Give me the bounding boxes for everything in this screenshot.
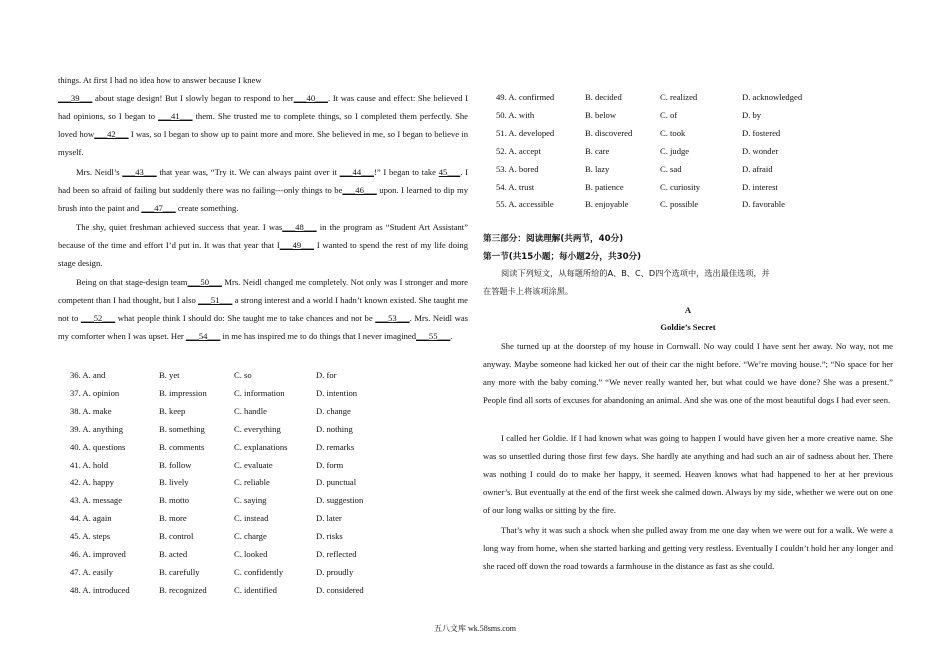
option-choice: 37. A. opinion <box>70 387 120 398</box>
option-choice: B. acted <box>159 549 188 559</box>
blank-51: ___51___ <box>198 295 233 305</box>
passage-text: create something. <box>175 203 239 213</box>
option-row <box>58 473 468 491</box>
option-row <box>483 88 893 106</box>
story-paragraph-3: That’s why it was such a shock when she pulled away from me one day when we were out for a walk. We were a long way from home, when she started barking and getting very restless. Eventually I couldn’t hold her any longer and she raced off down the road towards a farmhouse in the distance as fast as she could. <box>483 525 893 571</box>
blank-44: ___44___ <box>339 167 374 177</box>
blank-55: ___55___ <box>416 331 451 341</box>
option-choice: D. favorable <box>742 199 785 210</box>
option-choice: C. everything <box>234 423 281 434</box>
passage-text: . I had been so afraid of failing but suddenly there was no failing---only things to be <box>58 167 468 195</box>
option-choice: B. motto <box>159 495 190 506</box>
passage-paragraph-3 <box>58 218 468 272</box>
blank-47: ___47___ <box>141 203 176 213</box>
option-choice: C. so <box>234 370 252 380</box>
option-row <box>483 160 893 178</box>
option-choice: B. carefully <box>159 566 200 577</box>
option-choice: 41. A. hold <box>70 459 109 470</box>
passage-text: in me has inspired me to do things that I never imagined <box>220 331 417 341</box>
option-choice: B. below <box>585 109 617 120</box>
option-row <box>58 366 468 384</box>
option-choice: D. interest <box>742 181 778 192</box>
option-choice: B. recognized <box>159 584 207 595</box>
passage-text: upon. I learned to dip my brush into the paint and <box>58 185 468 213</box>
passage-text: that year was, “Try it. We can always paint over it <box>156 167 340 177</box>
blank-49: ___49___ <box>279 240 315 250</box>
option-choice: C. possible <box>660 199 699 210</box>
option-choice: 53. A. bored <box>496 163 539 174</box>
option-choice: D. intention <box>316 387 358 398</box>
option-row <box>58 563 468 581</box>
option-choice: D. reflected <box>316 549 357 559</box>
instruction-line-1: 阅读下列短文，从每题所给的A、B、C、D四个选项中，选出最佳选项，并 <box>501 268 770 278</box>
option-choice: B. care <box>585 145 610 156</box>
option-row <box>58 509 468 527</box>
option-row <box>58 456 468 474</box>
option-choice: 49. A. confirmed <box>496 92 555 102</box>
option-choice: C. curiosity <box>660 181 701 192</box>
option-choice: C. information <box>234 387 285 398</box>
passage-text: about stage design! But I slowly began to respond to her <box>92 93 294 103</box>
blank-50: ___50___ <box>187 277 222 287</box>
option-choice: 38. A. make <box>70 405 112 416</box>
option-choice: 47. A. easily <box>70 566 113 577</box>
option-choice: D. acknowledged <box>742 92 803 102</box>
option-choice: 44. A. again <box>70 513 112 524</box>
section-subheading: 第一节(共15小题；每小题2分，共30分) <box>483 252 642 262</box>
option-choice: C. charge <box>234 531 267 542</box>
blank-43: ___43___ <box>122 167 157 177</box>
option-choice: D. considered <box>316 584 364 595</box>
option-row <box>483 195 893 213</box>
option-choice: B. comments <box>159 441 205 452</box>
option-choice: C. sad <box>660 163 682 174</box>
passage-text: things. At first I had no idea how to answer because I knew <box>58 75 262 85</box>
blank-48: ___48___ <box>282 222 317 232</box>
passage-paragraph-4 <box>58 273 468 345</box>
story-paragraph-2: I called her Goldie. If I had known what was going to happen I would have given her a more creative name. She was so unsettled during those first few days. She hardly ate anything and had such an air of sadness about her. There was nothing I could do to make her happy, it seemed. Heaven knows what had happened to her at her previous owner’s. But eventually at the end of the first week she calmed down. Always by my side, whether we were out on one of our long walks or sitting by the fire. <box>483 433 893 515</box>
blank-52: ___52___ <box>80 313 116 323</box>
option-choice: D. change <box>316 405 351 416</box>
passage-text: !” I began to take <box>374 167 439 177</box>
option-row <box>58 527 468 545</box>
option-choice: 39. A. anything <box>70 423 123 434</box>
option-choice: B. decided <box>585 92 622 102</box>
page-footer: 五八文库 wk.58sms.com <box>434 624 516 633</box>
option-row <box>483 124 893 142</box>
option-choice: 54. A. trust <box>496 181 535 192</box>
option-choice: 40. A. questions <box>70 441 126 452</box>
passage-paragraph-1 <box>58 71 468 161</box>
option-choice: C. identified <box>234 584 277 595</box>
option-choice: 52. A. accept <box>496 145 541 156</box>
option-row <box>58 581 468 599</box>
passage-text: Mrs. Neidl changed me completely. Not only was I stronger and more competent than I had thought, but I also <box>58 277 468 305</box>
option-choice: B. lively <box>159 477 189 488</box>
option-choice: B. lazy <box>585 163 610 174</box>
option-choice: D. form <box>316 459 344 470</box>
option-choice: C. evaluate <box>234 459 273 470</box>
option-choice: D. proudly <box>316 566 354 577</box>
passage-text: The shy, quiet freshman achieved success that year. I was <box>76 222 283 232</box>
option-choice: B. impression <box>159 387 207 398</box>
option-choice: B. follow <box>159 459 192 470</box>
passage-text: Being on that stage-design team <box>76 277 188 287</box>
option-choice: 42. A. happy <box>70 477 114 488</box>
passage-text: . Mrs. Neidl was my comforter when I was upset. Her <box>58 313 468 341</box>
passage-text: I was, so I began to show up to paint more and more. She believed in me, so I began to believe in myself. <box>58 129 468 157</box>
option-choice: B. discovered <box>585 127 633 138</box>
option-choice: D. afraid <box>742 163 773 174</box>
option-row <box>58 438 468 456</box>
option-choice: 55. A. accessible <box>496 199 554 210</box>
option-row <box>58 491 468 509</box>
passage-letter: A <box>684 305 692 315</box>
option-choice: D. wonder <box>742 145 779 156</box>
option-row <box>58 402 468 420</box>
option-choice: C. confidently <box>234 566 284 577</box>
passage-text: in the program as “Student Art Assistant” because of the time and effort I’d put in. It was that year that I <box>58 222 469 250</box>
passage-text: them. She trusted me to complete things, so I completed them perfectly. She loved how <box>58 111 468 139</box>
passage-text: what people think I should do: She taught me to take chances and not be <box>115 313 376 323</box>
option-choice: C. took <box>660 127 686 138</box>
option-choice: B. keep <box>159 405 186 416</box>
option-choice: C. judge <box>660 145 690 156</box>
option-choice: D. remarks <box>316 441 355 452</box>
option-choice: B. enjoyable <box>585 199 629 210</box>
option-choice: B. more <box>159 513 187 524</box>
option-choice: B. control <box>159 531 194 542</box>
option-row <box>58 384 468 402</box>
option-choice: D. punctual <box>316 477 357 488</box>
option-row <box>483 178 893 196</box>
option-choice: B. patience <box>585 181 624 192</box>
passage-title: Goldie’s Secret <box>660 322 716 332</box>
blank-40: ___40___ <box>293 93 329 103</box>
option-choice: D. fostered <box>742 127 781 138</box>
option-choice: C. reliable <box>234 477 270 488</box>
option-choice: C. looked <box>234 549 268 559</box>
story-paragraph-1: She turned up at the doorstep of my house in Cornwall. No way could I have sent her away. No way, not me anyway. Maybe someone had kicked her out of their car the night before. “We’re moving house.”; “No space for her any more with the baby coming.” “We never really wanted her, but what could we have done? She was a present.” People find all sorts of excuses for abandoning an animal. And she was one of the most beautiful dogs I had ever seen. <box>483 341 893 405</box>
option-row <box>483 106 893 124</box>
instruction-line-2: 在答题卡上将该项涂黑。 <box>483 286 574 296</box>
option-choice: C. of <box>660 109 678 120</box>
option-choice: D. for <box>316 370 337 380</box>
passage-text: a strong interest and a world I hadn’t known existed. She taught me not to <box>58 295 468 323</box>
option-choice: 46. A. improved <box>70 549 126 559</box>
option-choice: 51. A. developed <box>496 127 555 138</box>
option-choice: C. instead <box>234 513 269 524</box>
blank-45: 45___ <box>438 167 461 177</box>
option-choice: B. something <box>159 423 205 434</box>
blank-54: ___54___ <box>185 331 221 341</box>
option-choice: 50. A. with <box>496 109 535 120</box>
option-choice: 45. A. steps <box>70 531 111 542</box>
option-choice: B. yet <box>159 370 180 380</box>
option-choice: D. risks <box>316 531 343 542</box>
option-choice: C. saying <box>234 495 267 506</box>
option-choice: 36. A. and <box>70 370 106 380</box>
passage-text: Mrs. Neidl’s <box>76 167 123 177</box>
passage-paragraph-2 <box>58 163 468 217</box>
blank-42: ___42___ <box>94 129 129 139</box>
option-choice: D. nothing <box>316 423 353 434</box>
passage-text: I wanted to spend the rest of my life doing stage design. <box>58 240 468 268</box>
blank-41: ___41___ <box>158 111 193 121</box>
option-choice: 48. A. introduced <box>70 584 130 595</box>
option-row <box>58 420 468 438</box>
option-choice: C. realized <box>660 92 698 102</box>
option-choice: 43. A. message <box>70 495 123 506</box>
option-row <box>483 142 893 160</box>
blank-39: ___39___ <box>58 93 93 103</box>
blank-53: ___53___ <box>375 313 410 323</box>
option-choice: C. explanations <box>234 441 288 452</box>
blank-46: ___46___ <box>342 185 377 195</box>
option-choice: D. suggestion <box>316 495 364 506</box>
option-row <box>58 545 468 563</box>
option-choice: D. later <box>316 513 342 524</box>
passage-text: . <box>450 331 453 341</box>
section-heading: 第三部分：阅读理解(共两节，40分) <box>483 234 624 244</box>
option-choice: D. by <box>742 109 762 120</box>
passage-text: . It was cause and effect: She believed I had opinions, so I began to <box>58 93 468 121</box>
option-choice: C. handle <box>234 405 267 416</box>
